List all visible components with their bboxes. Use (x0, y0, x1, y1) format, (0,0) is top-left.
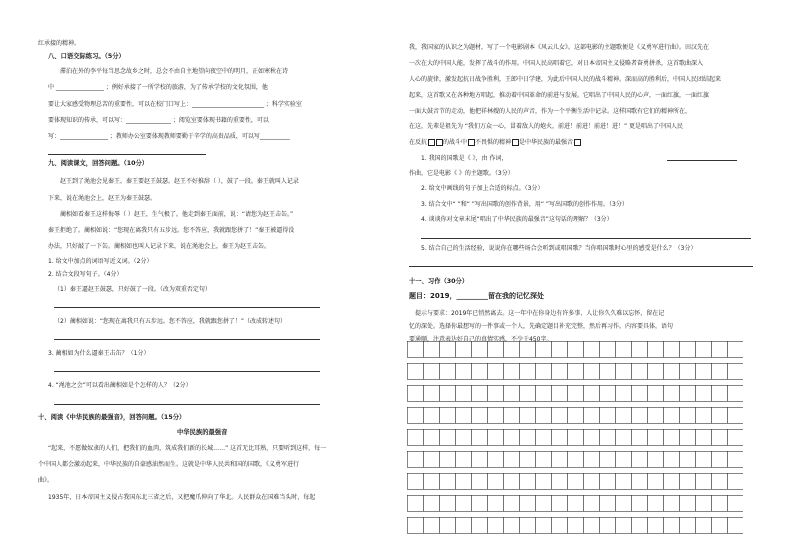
grid-cell[interactable] (663, 451, 679, 467)
essay-text: 的战斗中 (443, 139, 468, 146)
grid-cell[interactable] (647, 517, 663, 533)
grid-cell[interactable] (455, 495, 471, 511)
answer-line[interactable] (54, 339, 320, 340)
grid-cell[interactable] (711, 385, 727, 401)
grid-cell[interactable] (503, 473, 519, 489)
grid-cell[interactable] (647, 341, 663, 357)
grid-cell[interactable] (471, 451, 487, 467)
grid-cell[interactable] (663, 385, 679, 401)
grid-cell[interactable] (439, 495, 455, 511)
grid-cell[interactable] (583, 451, 599, 467)
grid-cell[interactable] (663, 341, 679, 357)
grid-cell[interactable] (679, 451, 695, 467)
grid-cell[interactable] (647, 429, 663, 445)
grid-cell[interactable] (471, 495, 487, 511)
essay-tip: 要通顺，注意表达好自己的真情实感，不少于450字。 (409, 336, 553, 343)
writing-grid[interactable] (407, 341, 743, 539)
grid-cell[interactable] (727, 495, 743, 511)
grid-cell[interactable] (455, 385, 471, 401)
grid-cell[interactable] (711, 495, 727, 511)
grid-cell[interactable] (423, 451, 439, 467)
grid-cell[interactable] (535, 517, 551, 533)
passage-para: 蔺相如看秦王这样侮辱（ ）赵王，生气极了。他走到秦王面前，说：“请您为赵王击缶。” (60, 211, 294, 218)
question-10-5: 5. 结合自己的生活经验，说说你在哪些场合会听到或唱国歌？当你唱国歌时心里的感受是什么？（3分） (421, 245, 697, 252)
grid-cell[interactable] (423, 517, 439, 533)
grid-cell[interactable] (615, 495, 631, 511)
grid-cell[interactable] (407, 429, 423, 445)
section-8-para: 写：________________ ；教师办公室要体现教师要勤于辛学的高贵品质，可以写__________ (48, 133, 290, 140)
grid-cell[interactable] (615, 451, 631, 467)
grid-cell[interactable] (695, 407, 711, 423)
answer-line[interactable] (48, 154, 206, 155)
grid-cell[interactable] (503, 451, 519, 467)
grid-cell[interactable] (535, 385, 551, 401)
section-10-title: 十、阅读《中华民族的最强音》，回答问题。（15分） (38, 414, 186, 421)
section-8-para: 滞泊在外的李平每当思念故乡之时，总会不由自主地望向夜空中的明月，正如寒秋在诗 (60, 68, 289, 75)
grid-cell[interactable] (567, 495, 583, 511)
section-9-title: 九、阅读课文，回答问题。（10分） (48, 160, 149, 167)
grid-cell[interactable] (599, 495, 615, 511)
grid-cell[interactable] (423, 385, 439, 401)
grid-cell[interactable] (567, 473, 583, 489)
grid-cell[interactable] (679, 385, 695, 401)
grid-cell[interactable] (519, 341, 535, 357)
answer-line[interactable] (54, 404, 320, 405)
grid-cell[interactable] (551, 385, 567, 401)
intro-line: 红承接的精神。 (38, 40, 81, 47)
grid-cell[interactable] (503, 429, 519, 445)
grid-cell[interactable] (647, 473, 663, 489)
grid-cell[interactable] (727, 385, 743, 401)
grid-cell[interactable] (631, 517, 647, 533)
grid-cell[interactable] (455, 407, 471, 423)
grid-cell[interactable] (471, 341, 487, 357)
grid-cell[interactable] (727, 429, 743, 445)
grid-cell[interactable] (631, 429, 647, 445)
question-10-1b: 作曲，它是电影《 》的主题歌。（3分） (409, 170, 514, 177)
section-8-para: 中 ________________ ；例好承接了一所学校的旅游，为了传承学校的文化氛围，他 (48, 84, 268, 91)
grid-cell[interactable] (695, 451, 711, 467)
grid-cell[interactable] (487, 451, 503, 467)
punctuation-box[interactable] (428, 139, 435, 146)
grid-cell[interactable] (551, 341, 567, 357)
question-10-3: 3. 结合文中“ ”和“ ”写出国歌的创作背景，用“ ”写出国歌的创作作用。（3分） (421, 201, 628, 208)
grid-cell[interactable] (567, 385, 583, 401)
answer-line[interactable] (667, 160, 737, 161)
grid-cell[interactable] (615, 473, 631, 489)
grid-cell[interactable] (439, 341, 455, 357)
grid-cell[interactable] (471, 429, 487, 445)
grid-cell[interactable] (503, 517, 519, 533)
grid-cell[interactable] (711, 517, 727, 533)
grid-cell[interactable] (519, 429, 535, 445)
grid-cell[interactable] (407, 341, 423, 357)
grid-cell[interactable] (551, 473, 567, 489)
section-11-title: 十一、习作（30分） (409, 278, 469, 285)
grid-cell[interactable] (535, 473, 551, 489)
grid-cell[interactable] (503, 385, 519, 401)
grid-cell[interactable] (599, 473, 615, 489)
grid-cell[interactable] (455, 517, 471, 533)
grid-cell[interactable] (631, 495, 647, 511)
grid-cell[interactable] (407, 407, 423, 423)
grid-cell[interactable] (599, 429, 615, 445)
grid-cell[interactable] (487, 473, 503, 489)
answer-line[interactable] (409, 266, 753, 267)
grid-cell[interactable] (455, 341, 471, 357)
grid-cell[interactable] (599, 451, 615, 467)
grid-cell[interactable] (535, 451, 551, 467)
grid-cell[interactable] (615, 407, 631, 423)
grid-cell[interactable] (471, 517, 487, 533)
section-8-para: 要体现知识的传承，可以写：_______________ ；阅览室要体现书籍的重要性，可以 (48, 117, 269, 124)
grid-cell[interactable] (471, 473, 487, 489)
grid-cell[interactable] (615, 385, 631, 401)
essay-tip: 提示与要求：2019年已悄然离去。这一年中在你身边有许多事、人让你久久难以忘怀，留在记 (415, 310, 665, 317)
grid-cell[interactable] (695, 385, 711, 401)
essay-para: “起来，不愿做奴隶的人们，把我们的血肉，筑成我们新的长城……” 这首无比耳熟，只要听到这样，每一 (48, 445, 327, 452)
grid-cell[interactable] (471, 385, 487, 401)
grid-cell[interactable] (503, 363, 519, 379)
grid-cell[interactable] (487, 517, 503, 533)
punctuation-box[interactable] (436, 139, 443, 146)
punctuation-box[interactable] (468, 139, 475, 146)
essay-text: 在反抗 (409, 139, 428, 146)
grid-cell[interactable] (647, 385, 663, 401)
grid-cell[interactable] (551, 407, 567, 423)
grid-cell[interactable] (583, 473, 599, 489)
grid-cell[interactable] (407, 385, 423, 401)
section-8-title: 八、口语交际练习。（5分） (48, 53, 125, 60)
grid-cell[interactable] (551, 363, 567, 379)
grid-cell[interactable] (695, 495, 711, 511)
grid-cell[interactable] (599, 363, 615, 379)
grid-cell[interactable] (583, 495, 599, 511)
grid-cell[interactable] (439, 473, 455, 489)
grid-cell[interactable] (615, 363, 631, 379)
grid-cell[interactable] (535, 341, 551, 357)
grid-cell[interactable] (551, 517, 567, 533)
grid-cell[interactable] (583, 385, 599, 401)
grid-cell[interactable] (631, 341, 647, 357)
grid-cell[interactable] (455, 473, 471, 489)
grid-cell[interactable] (439, 385, 455, 401)
answer-line[interactable] (54, 307, 320, 308)
grid-cell[interactable] (663, 407, 679, 423)
grid-cell[interactable] (631, 385, 647, 401)
grid-cell[interactable] (647, 407, 663, 423)
grid-cell[interactable] (679, 517, 695, 533)
grid-cell[interactable] (567, 517, 583, 533)
grid-cell[interactable] (407, 473, 423, 489)
grid-cell[interactable] (711, 407, 727, 423)
grid-cell[interactable] (615, 429, 631, 445)
grid-cell[interactable] (519, 385, 535, 401)
essay-continued: 人心的旋律，激发起抗日战争胜利，王郎中日学建，为此后中国人民的战斗精神。深而高的胜利后，中国人民团结起来 (409, 76, 722, 83)
question-9-3: 3. 蔺相如为什么逼秦王击缶？（1分） (48, 350, 150, 357)
grid-cell[interactable] (503, 341, 519, 357)
essay-continued: 起来，这首歌又在各种地方唱起，推动着中国革命的前进与发展。它唱出了中国人民的心声，一面红旗，一面红旗 (409, 92, 710, 99)
question-10-4: 4. 谈谈你对文章末尾“唱出了中华民族的最强音”这句话的理解？（3分） (421, 216, 613, 223)
essay-text: 是中华民族的最强音 (519, 139, 574, 146)
grid-cell[interactable] (695, 517, 711, 533)
grid-cell[interactable] (583, 407, 599, 423)
grid-cell[interactable] (663, 363, 679, 379)
essay-para: 曲》。 (38, 477, 54, 484)
grid-cell[interactable] (727, 341, 743, 357)
grid-cell[interactable] (631, 473, 647, 489)
passage-para: 下来，说在渑池会上，赵王为秦王鼓瑟。 (48, 195, 157, 202)
grid-cell[interactable] (551, 495, 567, 511)
passage-para: 秦王拒绝了。蔺相如说：“您现在离我只有五步远。您不答应，我就跟您拼了！”秦王被逼得没 (48, 227, 295, 234)
grid-cell[interactable] (407, 363, 423, 379)
grid-cell[interactable] (663, 517, 679, 533)
grid-cell[interactable] (663, 495, 679, 511)
grid-cell[interactable] (583, 517, 599, 533)
grid-cell[interactable] (567, 407, 583, 423)
grid-cell[interactable] (407, 517, 423, 533)
passage-para: 赵王到了渑池会见秦王。秦王要赵王鼓瑟。赵王不好推辞（ ），鼓了一段。秦王就叫人记录 (60, 178, 299, 185)
grid-cell[interactable] (487, 429, 503, 445)
question-9-1: 1. 给文中加点的词语写近义词。（2分） (48, 258, 153, 265)
grid-cell[interactable] (663, 429, 679, 445)
grid-cell[interactable] (503, 495, 519, 511)
grid-cell[interactable] (551, 451, 567, 467)
grid-cell[interactable] (487, 363, 503, 379)
grid-cell[interactable] (615, 517, 631, 533)
grid-cell[interactable] (455, 363, 471, 379)
grid-cell[interactable] (487, 385, 503, 401)
grid-cell[interactable] (695, 363, 711, 379)
question-9-2: 2. 结合文段写句子。（4分） (48, 271, 123, 278)
grid-cell[interactable] (631, 407, 647, 423)
grid-cell[interactable] (535, 407, 551, 423)
grid-cell[interactable] (567, 363, 583, 379)
grid-cell[interactable] (631, 363, 647, 379)
grid-cell[interactable] (647, 495, 663, 511)
grid-cell[interactable] (711, 451, 727, 467)
grid-cell[interactable] (679, 341, 695, 357)
grid-cell[interactable] (583, 363, 599, 379)
passage-para: 办法，只好敲了一下缶。蔺相如也叫人记录下来，说在渑池会上，秦王为赵王击缶。 (48, 243, 271, 250)
grid-cell[interactable] (439, 429, 455, 445)
grid-cell[interactable] (423, 341, 439, 357)
grid-cell[interactable] (423, 495, 439, 511)
question-9-4: 4. “渑池之会”可以看出蔺相如是个怎样的人？（2分） (48, 382, 192, 389)
grid-cell[interactable] (711, 473, 727, 489)
grid-cell[interactable] (567, 429, 583, 445)
grid-cell[interactable] (439, 451, 455, 467)
grid-cell[interactable] (487, 341, 503, 357)
grid-cell[interactable] (711, 429, 727, 445)
grid-cell[interactable] (423, 429, 439, 445)
question-9-2a: （1）秦王逼赵王鼓瑟，只好鼓了一段。（改为双重否定句） (54, 286, 211, 293)
essay-tip: 忆的深处。选择你最想写的一件事或一个人，先确定题目补充完整，然后再习作。内容要具体，语句 (409, 323, 674, 330)
essay-continued-punct (409, 139, 581, 146)
answer-line[interactable] (54, 371, 320, 372)
grid-cell[interactable] (727, 363, 743, 379)
grid-cell[interactable] (471, 407, 487, 423)
essay-continued: 我，我国家的认识之为题材，写了一个电影剧本《风云儿女》。这部电影的主题歌便是《义勇军进行曲》。田汉先在 (409, 44, 710, 51)
essay-reading-title: 中华民族的最强音 (177, 429, 228, 436)
grid-cell[interactable] (695, 341, 711, 357)
punctuation-box[interactable] (574, 139, 581, 146)
grid-cell[interactable] (487, 495, 503, 511)
grid-cell[interactable] (551, 429, 567, 445)
grid-cell[interactable] (439, 407, 455, 423)
essay-continued: 在这，先辈是祖先为 “我们万众一心，冒着敌人的炮火，前进！前进！前进！进！” 更是唱出了中国人民 (409, 123, 684, 130)
essay-continued: 一次在大的中国人能，发挥了战斗的作用。中国人民高唱着它，对日本帝国主义侵略者奋勇拼杀，这首歌曲深入 (409, 60, 704, 67)
section-8-para: 要让大家感受物理总苦的重要性，可以在校门口写上：________________________ ；科学实验室 (48, 101, 302, 108)
grid-cell[interactable] (535, 363, 551, 379)
grid-cell[interactable] (679, 473, 695, 489)
grid-cell[interactable] (679, 429, 695, 445)
grid-cell[interactable] (663, 473, 679, 489)
essay-para: 1935年，日本帝国主义侵占我国东北三省之后，又把魔爪伸向了华北。人民群众在国难当头时，每起 (48, 494, 316, 501)
grid-cell[interactable] (455, 429, 471, 445)
grid-cell[interactable] (439, 363, 455, 379)
essay-continued: 一面大鼓音节的走动，他把祥林嫂的人民的声音，作为一个平衡生活中记录。这样国歌有它们的精神所在， (409, 108, 692, 115)
grid-cell[interactable] (727, 517, 743, 533)
grid-cell[interactable] (519, 517, 535, 533)
grid-cell[interactable] (647, 363, 663, 379)
grid-cell[interactable] (535, 495, 551, 511)
grid-cell[interactable] (695, 473, 711, 489)
grid-cell[interactable] (535, 429, 551, 445)
grid-cell[interactable] (583, 429, 599, 445)
grid-cell[interactable] (599, 385, 615, 401)
grid-cell[interactable] (727, 451, 743, 467)
grid-cell[interactable] (503, 407, 519, 423)
grid-cell[interactable] (599, 341, 615, 357)
grid-cell[interactable] (519, 495, 535, 511)
grid-cell[interactable] (679, 363, 695, 379)
grid-cell[interactable] (471, 363, 487, 379)
grid-cell[interactable] (599, 517, 615, 533)
grid-cell[interactable] (423, 473, 439, 489)
question-9-2b: （2）蔺相如说：“您现在离我只有五步远。您不答应，我就跟您拼了！”（改成转述句） (54, 318, 287, 325)
grid-cell[interactable] (567, 451, 583, 467)
grid-cell[interactable] (599, 407, 615, 423)
answer-line[interactable] (421, 238, 751, 239)
essay-para: 个中国人都会激动起来，中华民族的自豪感油然而生。这就是中华人民共和国的国歌，《义勇军进行 (38, 461, 300, 468)
grid-cell[interactable] (519, 451, 535, 467)
grid-cell[interactable] (423, 407, 439, 423)
grid-cell[interactable] (455, 451, 471, 467)
grid-cell[interactable] (407, 451, 423, 467)
grid-cell[interactable] (727, 407, 743, 423)
grid-cell[interactable] (519, 407, 535, 423)
grid-cell[interactable] (487, 407, 503, 423)
question-10-2: 2. 给文中画线的句子加上合适的标点。（3分） (421, 185, 544, 192)
grid-cell[interactable] (679, 495, 695, 511)
grid-cell[interactable] (631, 451, 647, 467)
grid-cell[interactable] (423, 363, 439, 379)
grid-cell[interactable] (407, 495, 423, 511)
grid-cell[interactable] (583, 341, 599, 357)
grid-cell[interactable] (679, 407, 695, 423)
grid-cell[interactable] (439, 517, 455, 533)
grid-cell[interactable] (711, 341, 727, 357)
grid-cell[interactable] (519, 473, 535, 489)
grid-cell[interactable] (711, 363, 727, 379)
grid-cell[interactable] (615, 341, 631, 357)
grid-cell[interactable] (567, 341, 583, 357)
essay-text: 不畏惧的精神 (475, 139, 512, 146)
grid-cell[interactable] (727, 473, 743, 489)
grid-cell[interactable] (695, 429, 711, 445)
punctuation-box[interactable] (512, 139, 519, 146)
grid-cell[interactable] (519, 363, 535, 379)
essay-prompt-title: 题目：2019，_________留在我的记忆深处 (409, 292, 544, 300)
question-10-1: 1. 我国的国歌是《 》，由 作词， (421, 155, 508, 162)
grid-cell[interactable] (647, 451, 663, 467)
